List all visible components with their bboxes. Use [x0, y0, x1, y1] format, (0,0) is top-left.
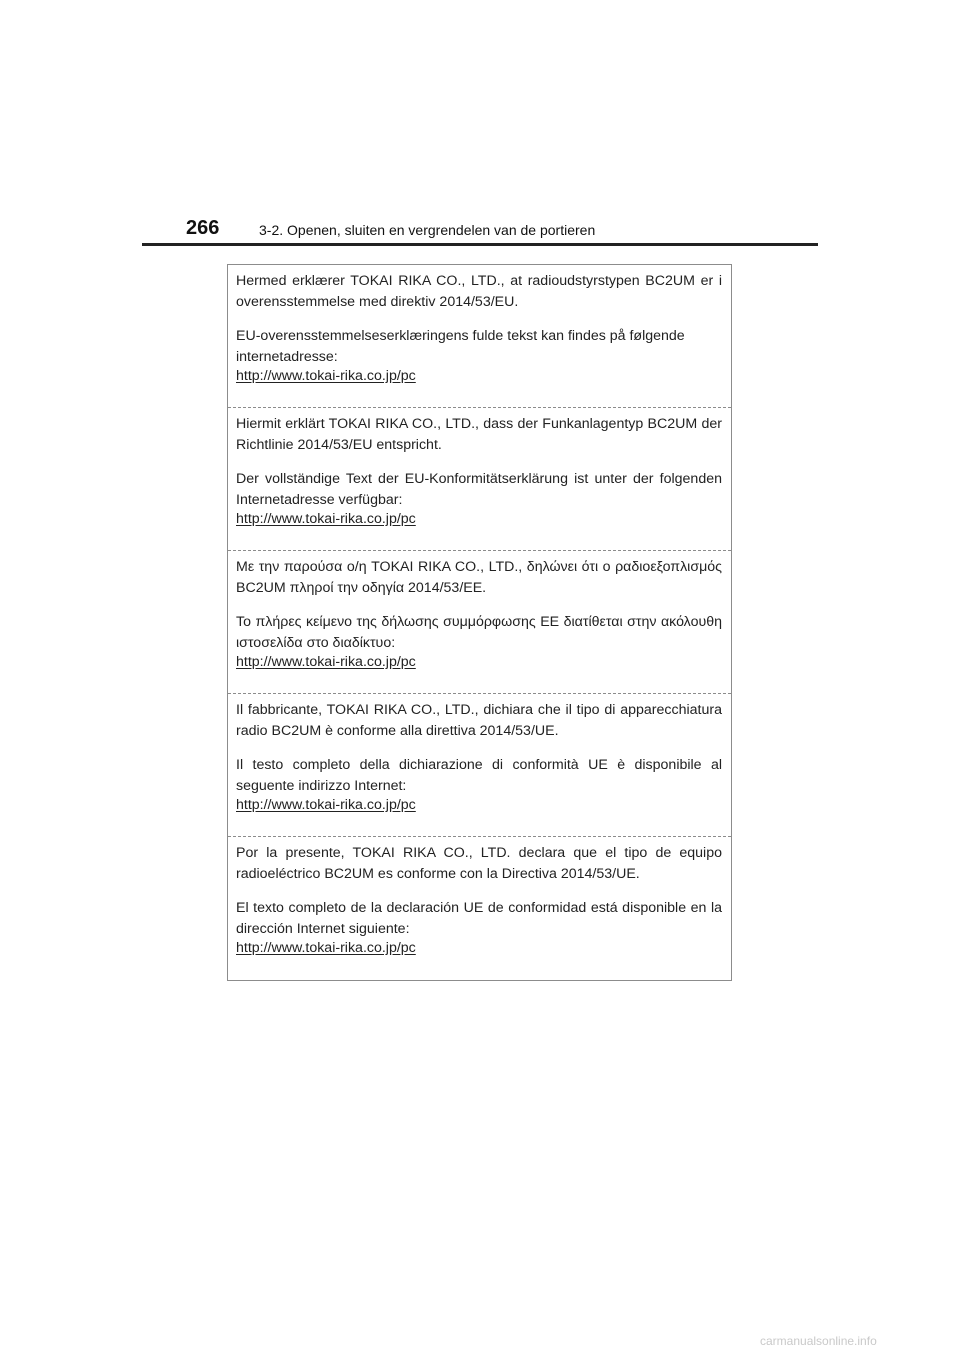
- page-number: 266: [186, 217, 220, 239]
- declaration-url-link[interactable]: http://www.tokai-rika.co.jp/pc: [236, 940, 416, 956]
- declaration-url-link[interactable]: http://www.tokai-rika.co.jp/pc: [236, 511, 416, 527]
- declaration-text: Hermed erklærer TOKAI RIKA CO., LTD., at radioudstyrstypen BC2UM er i overensstemmelse med direktiv 2014/53/EU.: [236, 273, 722, 310]
- watermark: carmanualsonline.info: [760, 1334, 877, 1348]
- declaration-table: [227, 264, 732, 981]
- declaration-url-link[interactable]: http://www.tokai-rika.co.jp/pc: [236, 797, 416, 813]
- declaration-text: Il fabbricante, TOKAI RIKA CO., LTD., dichiara che il tipo di apparecchiatura radio BC2UM è conforme alla direttiva 2014/53/UE.: [236, 702, 722, 739]
- declaration-cell-italian: [228, 694, 731, 837]
- declaration-text: Με την παρούσα ο/η TOKAI RIKA CO., LTD., δηλώνει ότι ο ραδιοεξοπλισμός BC2UM πληροί την οδηγία 2014/53/ΕΕ.: [236, 559, 722, 596]
- declaration-cell-spanish: [228, 837, 731, 980]
- declaration-url-link[interactable]: http://www.tokai-rika.co.jp/pc: [236, 368, 416, 384]
- declaration-cell-danish: [228, 265, 731, 408]
- declaration-text: Por la presente, TOKAI RIKA CO., LTD. declara que el tipo de equipo radioeléctrico BC2UM es conforme con la Directiva 2014/53/UE.: [236, 845, 722, 882]
- declaration-cell-german: [228, 408, 731, 551]
- full-text-info: Il testo completo della dichiarazione di conformità UE è disponibile al seguente indirizzo Internet:: [236, 757, 722, 794]
- full-text-info: Der vollständige Text der EU-Konformitätserklärung ist unter der folgenden Internetadresse verfügbar:: [236, 471, 722, 508]
- declaration-cell-greek: [228, 551, 731, 694]
- page-header: [0, 0, 960, 250]
- full-text-info: Το πλήρες κείμενο της δήλωσης συμμόρφωσης ΕΕ διατίθεται στην ακόλουθη ιστοσελίδα στο διαδίκτυο:: [236, 614, 722, 651]
- header-divider: [142, 243, 818, 246]
- full-text-info: EU-overensstemmelseserklæringens fulde tekst kan findes på følgende internetadresse:: [236, 328, 685, 365]
- full-text-info: El texto completo de la declaración UE de conformidad está disponible en la dirección Internet siguiente:: [236, 900, 722, 937]
- declaration-url-link[interactable]: http://www.tokai-rika.co.jp/pc: [236, 654, 416, 670]
- declaration-text: Hiermit erklärt TOKAI RIKA CO., LTD., dass der Funkanlagentyp BC2UM der Richtlinie 2014/53/EU entspricht.: [236, 416, 722, 453]
- section-title: 3-2. Openen, sluiten en vergrendelen van de portieren: [259, 222, 596, 238]
